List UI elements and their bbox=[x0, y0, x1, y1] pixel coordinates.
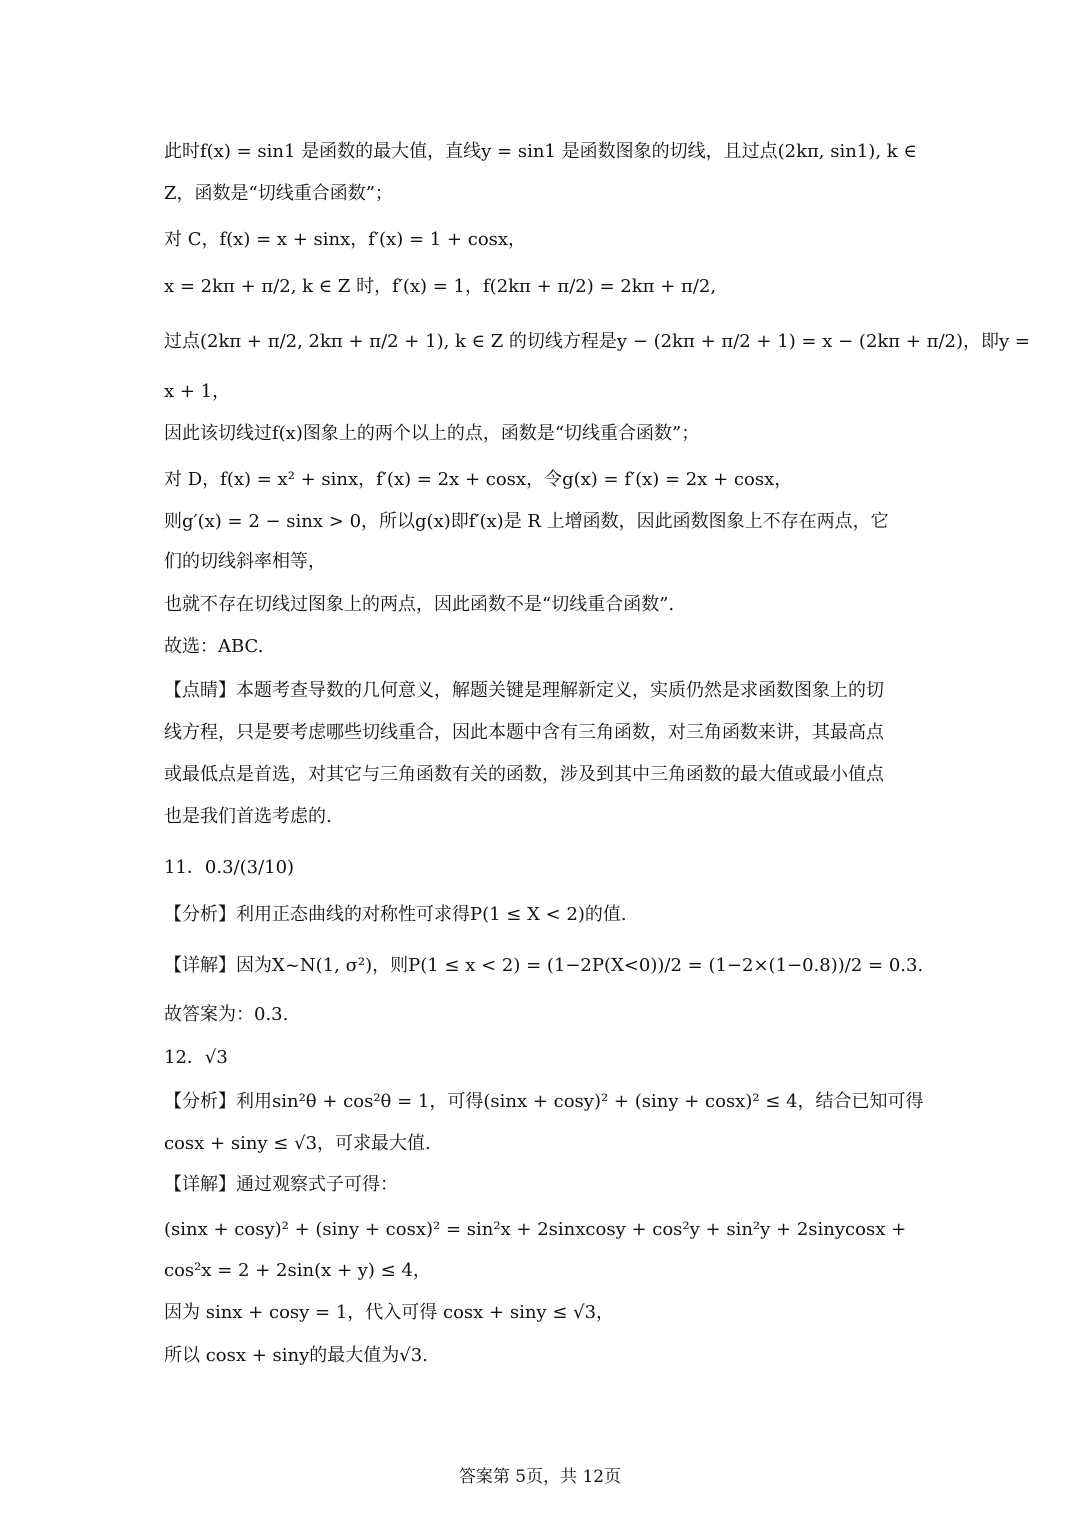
question-number: 12．√3 bbox=[164, 1047, 228, 1068]
text-line: cosx + siny ≤ √3，可求最大值. bbox=[164, 1133, 431, 1154]
question-number: 11．0.3/(3/10) bbox=[164, 857, 295, 878]
text-line: 也是我们首选考虑的. bbox=[164, 806, 332, 827]
text-line: 也就不存在切线过图象上的两点，因此函数不是“切线重合函数”. bbox=[164, 594, 675, 615]
text-line: 所以 cosx + siny的最大值为√3. bbox=[164, 1345, 428, 1366]
text-line: 【详解】通过观察式子可得： bbox=[164, 1174, 398, 1195]
page-footer: 答案第 5页，共 12页 bbox=[458, 1467, 622, 1487]
text-line: 对 C，f(x) = x + sinx，f′(x) = 1 + cosx， bbox=[164, 229, 527, 250]
text-line: 过点(2kπ + π/2, 2kπ + π/2 + 1), k ∈ Z 的切线方程是y − (2kπ + π/2 + 1) = x − (2kπ + π/2)，即y = bbox=[164, 331, 1030, 352]
text-line: 因为 sinx + cosy = 1，代入可得 cosx + siny ≤ √3， bbox=[164, 1302, 615, 1323]
text-line: 线方程，只是要考虑哪些切线重合，因此本题中含有三角函数，对三角函数来讲，其最高点 bbox=[164, 722, 884, 743]
text-line: 对 D，f(x) = x² + sinx，f′(x) = 2x + cosx，令g(x) = f′(x) = 2x + cosx， bbox=[164, 469, 793, 490]
text-line: 【分析】利用sin²θ + cos²θ = 1，可得(sinx + cosy)² + (siny + cosx)² ≤ 4，结合已知可得 bbox=[164, 1091, 924, 1112]
text-line: 此时f(x) = sin1 是函数的最大值，直线y = sin1 是函数图象的切线，且过点(2kπ, sin1), k ∈ bbox=[164, 141, 917, 162]
text-line: (sinx + cosy)² + (siny + cosx)² = sin²x + 2sinxcosy + cos²y + sin²y + 2sinycosx + bbox=[164, 1219, 907, 1240]
text-line: cos²x = 2 + 2sin(x + y) ≤ 4， bbox=[164, 1260, 431, 1281]
text-line: 【详解】因为X~N(1, σ²)，则P(1 ≤ x < 2) = (1−2P(X<0))/2 = (1−2×(1−0.8))/2 = 0.3. bbox=[164, 955, 924, 976]
text-line: 则g′(x) = 2 − sinx > 0，所以g(x)即f′(x)是 R 上增函数，因此函数图象上不存在两点，它 bbox=[164, 511, 889, 532]
text-line: 因此该切线过f(x)图象上的两个以上的点，函数是“切线重合函数”； bbox=[164, 423, 700, 444]
text-line: Z，函数是“切线重合函数”； bbox=[164, 183, 393, 204]
text-line: 【点睛】本题考查导数的几何意义，解题关键是理解新定义，实质仍然是求函数图象上的切 bbox=[164, 680, 884, 701]
text-line: x + 1， bbox=[164, 381, 231, 402]
text-line: 【分析】利用正态曲线的对称性可求得P(1 ≤ X < 2)的值. bbox=[164, 904, 627, 925]
text-line: 故选：ABC. bbox=[164, 636, 264, 657]
text-line: 们的切线斜率相等， bbox=[164, 551, 326, 572]
text-line: 或最低点是首选，对其它与三角函数有关的函数，涉及到其中三角函数的最大值或最小值点 bbox=[164, 764, 884, 785]
text-line: 故答案为：0.3. bbox=[164, 1004, 289, 1025]
text-line: x = 2kπ + π/2, k ∈ Z 时，f′(x) = 1，f(2kπ + π/2) = 2kπ + π/2, bbox=[164, 276, 717, 297]
